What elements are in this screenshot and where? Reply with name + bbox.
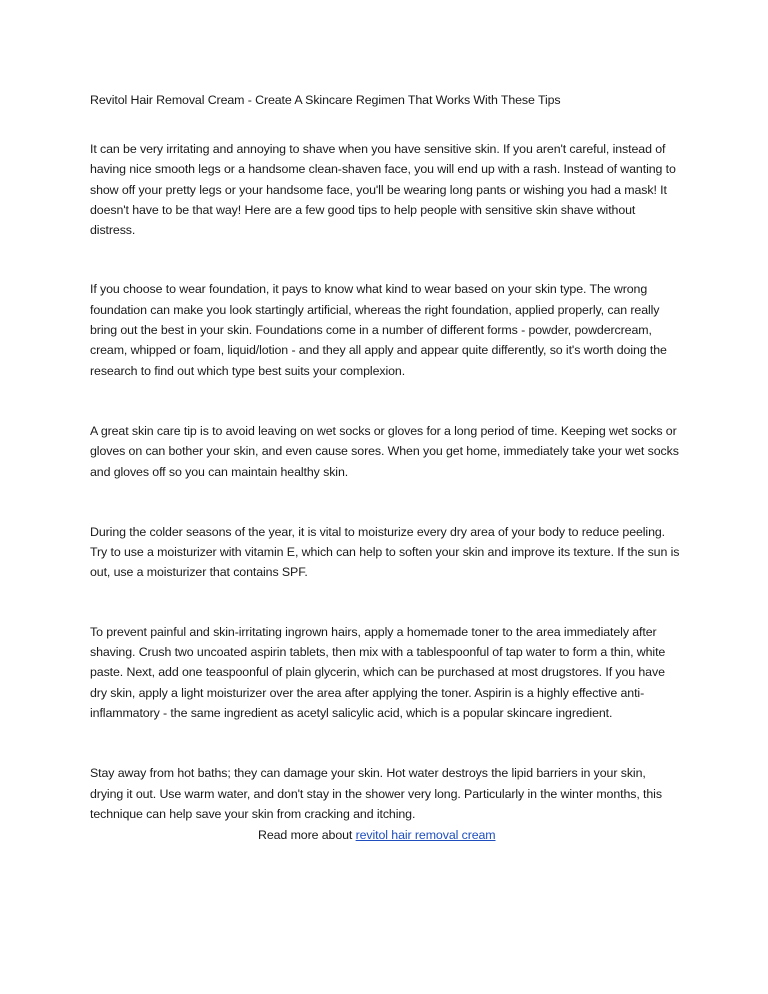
read-more-prefix: Read more about [258,828,356,843]
paragraph-wet-socks-gloves: A great skin care tip is to avoid leaving on wet socks or gloves for a long period of time. Keeping wet socks or gloves on can bother your skin, and even cause sores. When you get home, immediately take your wet socks and gloves off so you can maintain healthy skin. [90,423,679,479]
paragraph-hot-baths: Stay away from hot baths; they can damage your skin. Hot water destroys the lipid barriers in your skin, drying it out. Use warm water, and don't stay in the shower very long. Particularly in the winter months, this technique can help save your skin from cracking and itching. [90,766,662,821]
paragraph-ingrown-hairs-toner: To prevent painful and skin-irritating ingrown hairs, apply a homemade toner to the area immediately after shaving. Crush two uncoated aspirin tablets, then mix with a tablespoonful of tap water to form a thin, white paste. Next, add one teaspoonful of plain glycerin, which can be purchased at most drugstores. If you have dry skin, apply a light moisturizer over the area after applying the toner. Aspirin is a highly effective anti-inflammatory - the same ingredient as acetyl salicylic acid, which is a popular skincare ingredient. [90,624,666,720]
paragraph-sensitive-skin-shaving: It can be very irritating and annoying to shave when you have sensitive skin. If you aren't careful, instead of having nice smooth legs or a handsome clean-shaven face, you will end up with a rash. Instead of wanting to show off your pretty legs or your handsome face, you'll be wearing long pants or wishing you had a mask! It doesn't have to be that way! Here are a few good tips to help people with sensitive skin shave without distress. [90,142,676,238]
paragraph-foundation: If you choose to wear foundation, it pays to know what kind to wear based on your skin type. The wrong foundation can make you look startingly artificial, whereas the right foundation, applied properly, can really bring out the best in your skin. Foundations come in a number of different forms - powder, powdercream, cream, whipped or foam, liquid/lotion - and they all apply and appear quite differently, so it's worth doing the research to find out which type best suits your complexion. [90,282,667,378]
read-more-line [90,825,682,845]
revitol-hair-removal-cream-link[interactable]: revitol hair removal cream [355,828,496,843]
document-title: Revitol Hair Removal Cream - Create A Skincare Regimen That Works With These Tips [90,93,561,107]
paragraph-moisturize-cold-seasons: During the colder seasons of the year, it is vital to moisturize every dry area of your body to reduce peeling. Try to use a moisturizer with vitamin E, which can help to soften your skin and improve its texture. If the sun is out, use a moisturizer that contains SPF. [90,524,680,580]
document-body [90,90,682,845]
